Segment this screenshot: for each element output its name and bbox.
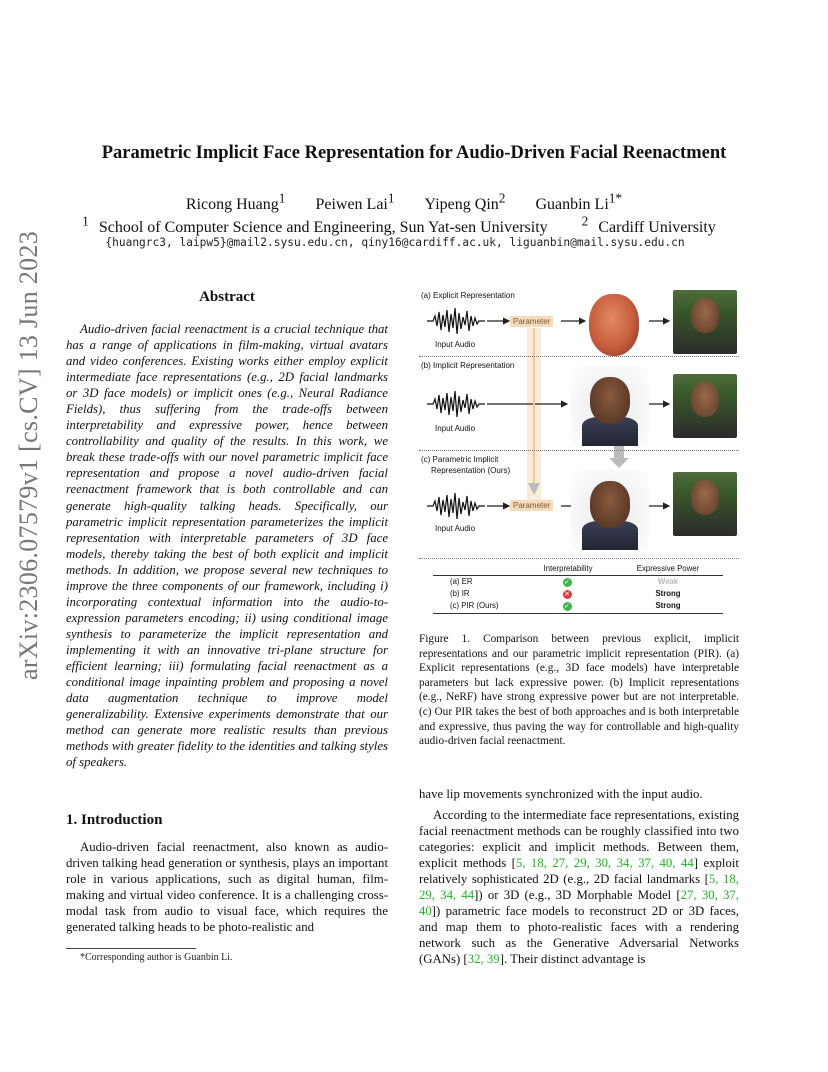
audio-waveform-icon — [427, 308, 485, 519]
paper-title: Parametric Implicit Face Representation for Audio-Driven Facial Reenactment — [101, 143, 727, 163]
check-icon: ✓ — [564, 603, 570, 610]
figure-caption: Figure 1. Comparison between previous explicit, implicit representations and our parametric implicit representation (PIR). (a) Explicit representations (e.g., 3D face models) have interpretable parameters but lack expressive power. (b) Implicit representations (e.g., NeRF) have strong expressive power but are not interpretable. (c) Our PIR takes the best of both approaches and is both interpretable and expressive, thus paving the way for controllable and high-quality audio-driven facial reenactment. — [419, 633, 739, 748]
table-header-row: Interpretability Expressive Power — [433, 564, 723, 576]
footnote-rule — [66, 948, 196, 949]
author: Peiwen Lai$^1$ — [315, 191, 395, 214]
implicit-face-render-image — [571, 366, 649, 446]
row-a-label: (a) Explicit Representation — [421, 291, 515, 300]
paragraph: have lip movements synchronized with the input audio. — [419, 787, 703, 801]
arxiv-side-label: arXiv:2306.07579v1 [cs.CV] 13 Jun 2023 — [14, 230, 43, 680]
paragraph: According to the intermediate face representations, existing facial reenactment methods can be roughly classified into two categories: explicit and implicit methods. Between them, explicit methods [5, 18, 27, 29, 30, 34, 37, 40, 44] exploit relatively sophisticated 2D (e.g., 2D facial landmarks [5, 18, 29, 34, 44]) or 3D (e.g., 3D Morphable Model [27, 30, 37, 40]) parametric face models to reconstruct 2D or 3D faces, and map them to photo-realistic faces with a rendering network such as the Generative Adversarial Networks (GANs) [32, 39]. Their distinct advantage is — [419, 808, 740, 967]
author: Guanbin $Li^{1*}$ — [535, 191, 623, 214]
intro-body: Audio-driven facial reenactment, also known as audio-driven talking head generation or synthesis, plays an important role in various applications, such as digital human, film-making and virtual video conference. It is a challenging cross-modal task from audio to visual face, which requires the generated talking heads to be photo-realistic and — [66, 840, 388, 935]
parameter-box: Parameter — [510, 500, 553, 511]
check-icon: ✓ — [564, 579, 570, 586]
generated-face-image — [673, 290, 737, 354]
intro-heading: 1. Introduction — [66, 812, 163, 828]
table-row: (c) PIR (Ours) ✓ Strong — [433, 601, 723, 614]
generated-face-image — [673, 472, 737, 536]
figure-divider — [419, 450, 739, 451]
figure-1 — [419, 288, 741, 618]
table-row: (a) ER ✓ Weak — [450, 577, 679, 586]
footnote: *Corresponding author is Guanbin Li. — [80, 952, 233, 963]
parameter-box: Parameter — [510, 316, 553, 327]
citation-link[interactable]: 5, 18, 27, 29, 30, 34, 37, 40, 44 — [515, 856, 694, 871]
figure-divider — [419, 356, 739, 357]
affiliations — [0, 214, 808, 237]
author: Ricong Huang$^1$ — [185, 191, 286, 214]
affiliation: $^1$ School of Computer Science and Engineering, Sun Yat-sen University — [82, 214, 548, 237]
author-list — [0, 191, 808, 214]
citation-link[interactable]: 32, 39 — [467, 952, 500, 967]
table-row: (b) IR ✕ Strong — [450, 589, 681, 598]
input-audio-label: Input Audio — [435, 524, 476, 533]
row-c-label: Representation (Ours) — [431, 466, 511, 475]
abstract-heading: Abstract — [199, 289, 255, 305]
abstract-body: Audio-driven facial reenactment is a crucial technique that has a range of applications in film-making, virtual avatars and video conferences. Existing works either employ explicit intermediate face representations (e.g., 2D facial landmarks or 3D face models) or implicit ones (e.g., Neural Radiance Fields), thus suffering from the trade-offs between interpretability and expressive power, hence between controllability and quality of the results. In this work, we break these trade-offs with our novel parametric implicit face representation and propose a novel audio-driven facial reenactment framework that is both controllable and can generate high-quality talking heads. Specifically, our parametric implicit representation parameterizes the implicit representation with interpretable parameters of 3D face models, thereby taking the best of both explicit and implicit methods. In addition, we propose several new techniques to improve the three components of our framework, including i) incorporating contextual information into the audio-to-expression parameters encoding; ii) using conditional image synthesis to parameterize the implicit representation and implementing it with an innovative tri-plane structure for efficient learning; iii) formulating facial reenactment as a conditional image inpainting problem and proposing a novel data augmentation technique to improve model generalizability. Extensive experiments demonstrate that our method can generate more realistic results than previous methods with greater fidelity to the identities and talking styles of speakers. — [66, 322, 388, 770]
pir-face-render-image — [571, 470, 649, 550]
cross-icon: ✕ — [564, 591, 570, 598]
row-c-label: (c) Parametric Implicit — [421, 455, 499, 464]
input-audio-label: Input Audio — [435, 340, 476, 349]
author: Yipeng Qin$^2$ — [424, 191, 506, 214]
3d-face-model-image — [589, 294, 639, 356]
row-b-label: (b) Implicit Representation — [421, 361, 515, 370]
figure-divider — [419, 558, 739, 559]
right-column-body — [419, 786, 739, 968]
citation-link[interactable]: 5, 18, 29, 34, 44 — [419, 872, 739, 903]
author-emails: {huangrc3, laipw5}@mail2.sysu.edu.cn, qiny16@cardiff.ac.uk, liguanbin@mail.sysu.edu.cn — [105, 236, 685, 249]
affiliation: $^2$ Cardiff University — [581, 214, 716, 237]
input-audio-label: Input Audio — [435, 424, 476, 433]
citation-link[interactable]: 27, 30, 37, 40 — [419, 888, 740, 919]
generated-face-image — [673, 374, 737, 438]
